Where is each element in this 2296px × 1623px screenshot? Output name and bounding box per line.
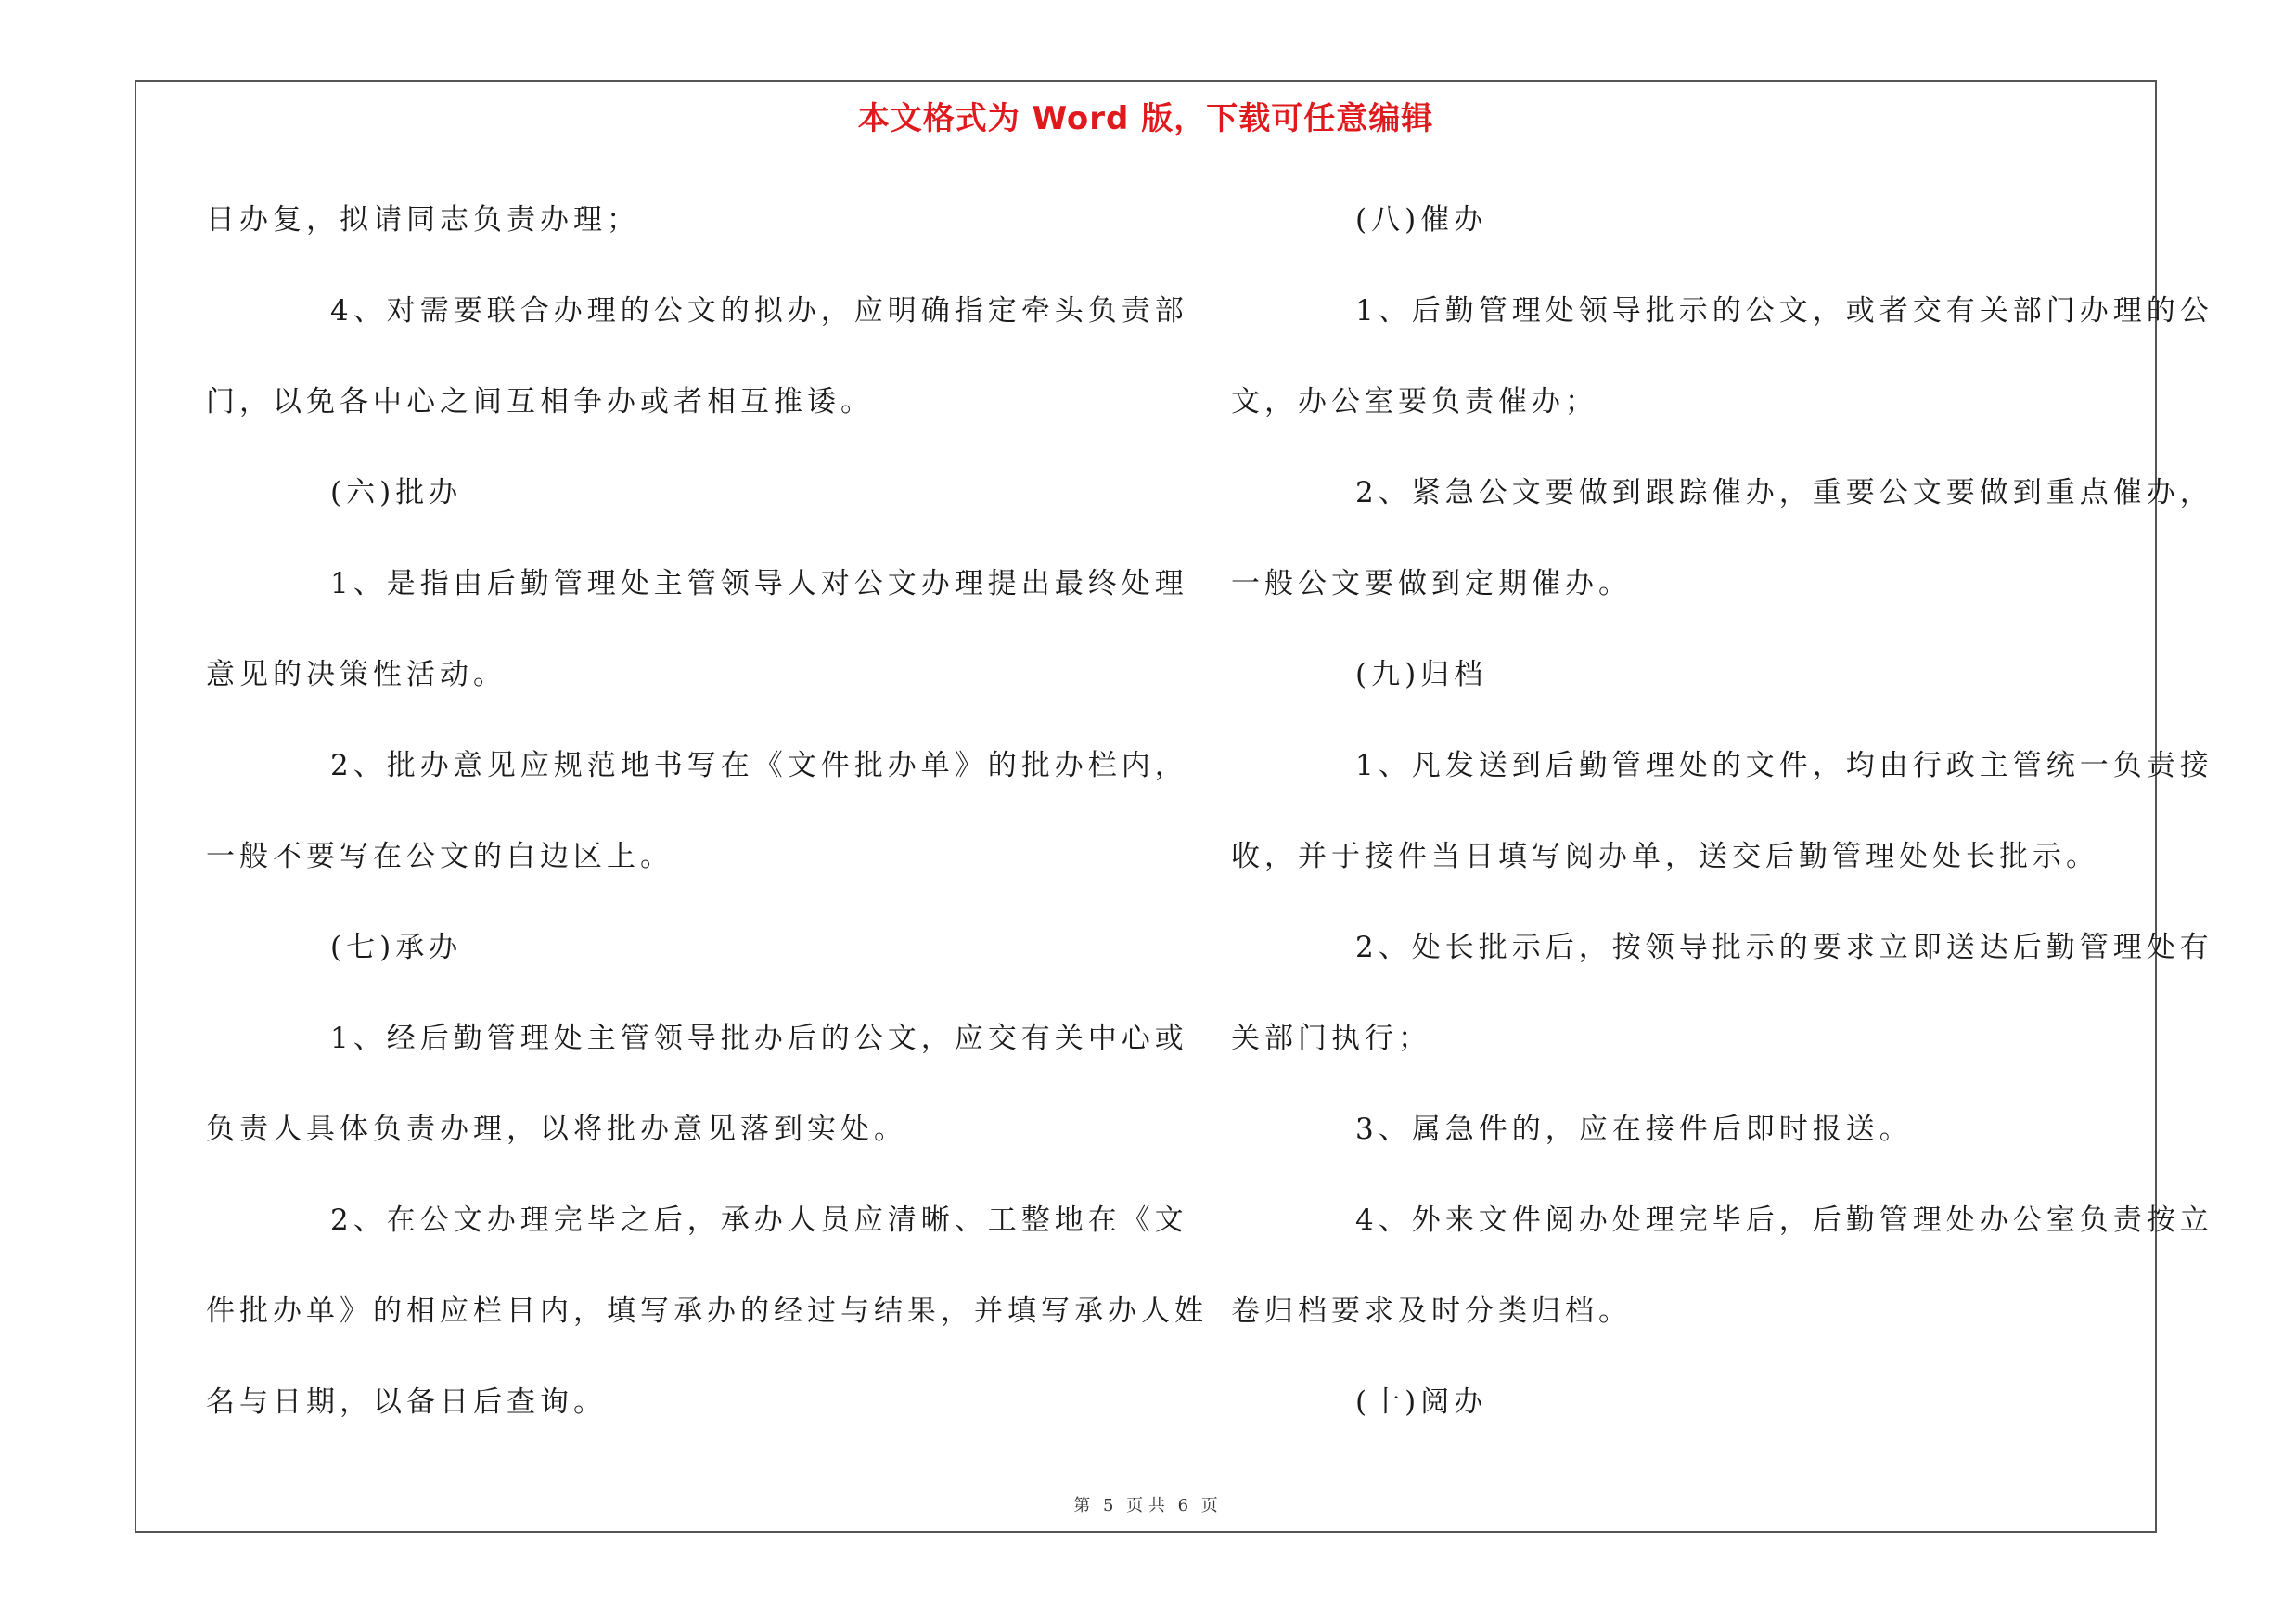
text-line: 收，并于接件当日填写阅办单，送交后勤管理处处长批示。 <box>1231 840 2099 873</box>
text-line: 关部门执行； <box>1231 1022 1431 1055</box>
text-line: (六)批办 <box>330 476 463 509</box>
footer-page-number: 5 <box>1102 1496 1114 1515</box>
footer-suffix: 页 <box>1200 1496 1218 1515</box>
text-line: 负责人具体负责办理，以将批办意见落到实处。 <box>206 1113 907 1146</box>
text-line: 2、在公文办理完毕之后，承办人员应清晰、工整地在《文 <box>330 1204 1188 1237</box>
text-line: 1、是指由后勤管理处主管领导人对公文办理提出最终处理 <box>330 567 1188 600</box>
text-line: 4、对需要联合办理的公文的拟办，应明确指定牵头负责部 <box>330 294 1188 328</box>
text-line: 2、紧急公文要做到跟踪催办，重要公文要做到重点催办， <box>1355 476 2213 509</box>
text-line: 1、后勤管理处领导批示的公文，或者交有关部门办理的公 <box>1355 294 2213 328</box>
text-line: 件批办单》的相应栏目内，填写承办的经过与结果，并填写承办人姓 <box>206 1295 1208 1328</box>
text-line: 2、处长批示后，按领导批示的要求立即送达后勤管理处有 <box>1355 931 2213 964</box>
text-line: 2、批办意见应规范地书写在《文件批办单》的批办栏内， <box>330 749 1188 782</box>
footer-total-pages: 6 <box>1177 1496 1189 1515</box>
document-page <box>135 80 2213 1533</box>
text-line: 卷归档要求及时分类归档。 <box>1231 1295 1632 1328</box>
text-line: 意见的决策性活动。 <box>206 658 507 691</box>
text-line: 日办复，拟请同志负责办理； <box>206 203 640 237</box>
left-column <box>206 174 1208 1448</box>
text-line: (八)催办 <box>1355 203 1488 237</box>
text-line: 1、凡发送到后勤管理处的文件，均由行政主管统一负责接 <box>1355 749 2213 782</box>
text-line: 门，以免各中心之间互相争办或者相互推诿。 <box>206 385 874 419</box>
text-line: 1、经后勤管理处主管领导批办后的公文，应交有关中心或 <box>330 1022 1188 1055</box>
text-line: 名与日期，以备日后查询。 <box>206 1385 607 1419</box>
text-line: 一般不要写在公文的白边区上。 <box>206 840 673 873</box>
text-line: 文，办公室要负责催办； <box>1231 385 1598 419</box>
footer-mid: 页 共 <box>1126 1496 1165 1515</box>
text-line: 4、外来文件阅办处理完毕后，后勤管理处办公室负责按立 <box>1355 1204 2213 1237</box>
word-format-banner: 本文格式为 Word 版，下载可任意编辑 <box>857 100 1434 137</box>
text-line: 3、属急件的，应在接件后即时报送。 <box>1355 1113 1913 1146</box>
text-line: 一般公文要做到定期催办。 <box>1231 567 1632 600</box>
page-footer <box>136 1492 2155 1516</box>
text-line: (七)承办 <box>330 931 463 964</box>
footer-prefix: 第 <box>1073 1496 1091 1515</box>
text-line: (九)归档 <box>1355 658 1488 691</box>
right-column <box>1231 174 2213 1448</box>
text-line: (十)阅办 <box>1355 1385 1488 1419</box>
